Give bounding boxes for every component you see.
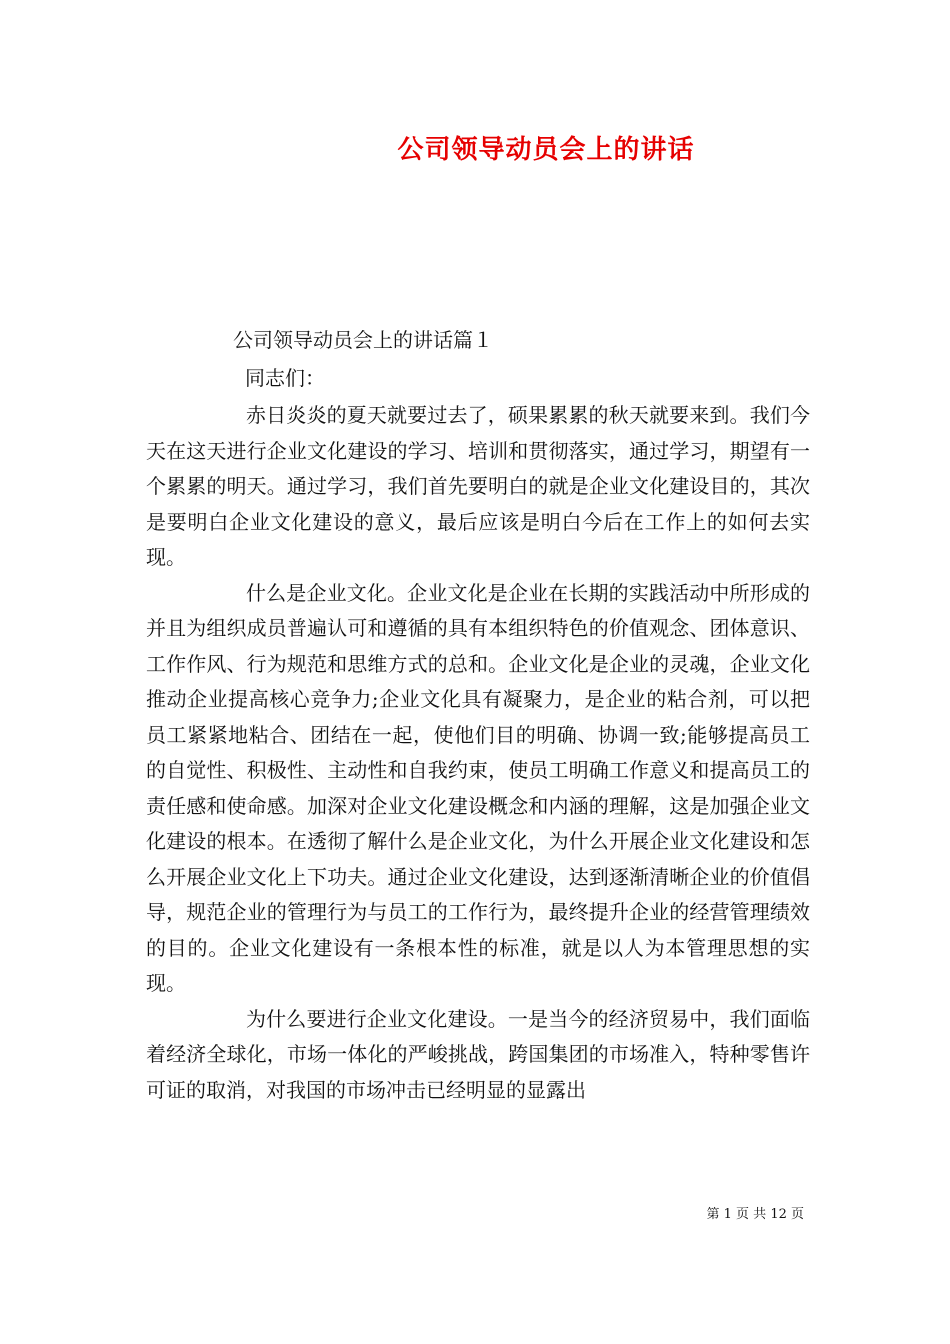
paragraph-3: 为什么要进行企业文化建设。一是当今的经济贸易中，我们面临着经济全球化，市场一体化的严峻挑战，跨国集团的市场准入，特种零售许可证的取消，对我国的市场冲击已经明显的显露出 [146,1006,810,1102]
document-title: 公司领导动员会上的讲话 [397,135,695,165]
paragraph-2: 什么是企业文化。企业文化是企业在长期的实践活动中所形成的并且为组织成员普遍认可和遵循的具有本组织特色的价值观念、团体意识、工作作风、行为规范和思维方式的总和。企业文化是企业的灵魂，企业文化推动企业提高核心竞争力;企业文化具有凝聚力，是企业的粘合剂，可以把员工紧紧地粘合、团结在一起，使他们目的明确、协调一致;能够提高员工的自觉性、积极性、主动性和自我约束，使员工明确工作意义和提高员工的责任感和使命感。加深对企业文化建设概念和内涵的理解，这是加强企业文化建设的根本。在透彻了解什么是企业文化，为什么开展企业文化建设和怎么开展企业文化上下功夫。通过企业文化建设，达到逐渐清晰企业的价值倡导，规范企业的管理行为与员工的工作行为，最终提升企业的经营管理绩效的目的。企业文化建设有一条根本性的标准，就是以人为本管理思想的实现。 [146,580,810,995]
section-subtitle: 公司领导动员会上的讲话篇１ [233,328,493,352]
body-text [146,398,810,1108]
page-footer: 第 1 页 共 12 页 [706,1207,804,1222]
paragraph-1: 赤日炎炎的夏天就要过去了，硕果累累的秋天就要来到。我们今天在这天进行企业文化建设的学习、培训和贯彻落实，通过学习，期望有一个累累的明天。通过学习，我们首先要明白的就是企业文化建设目的，其次是要明白企业文化建设的意义，最后应该是明白今后在工作上的如何去实现。 [146,403,810,569]
greeting-line: 同志们： [245,366,325,390]
